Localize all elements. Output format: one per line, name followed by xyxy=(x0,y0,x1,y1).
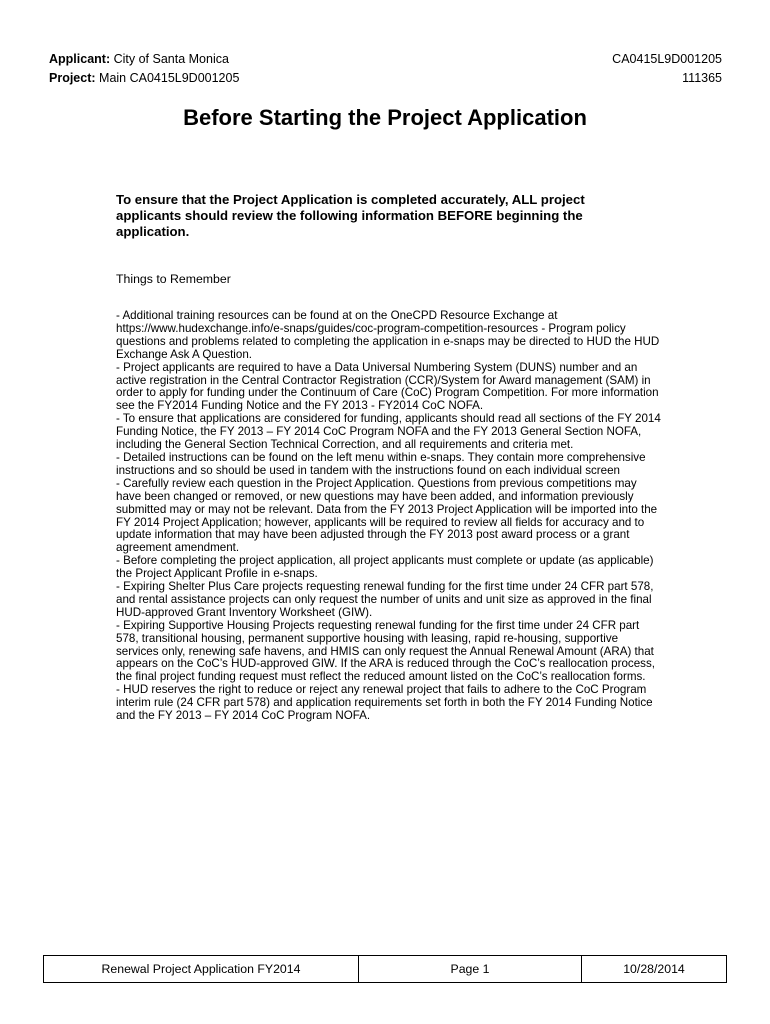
reminder-item: - Additional training resources can be found at on the OneCPD Resource Exchange at https://www.hudexchange.info/e-snaps/guides/coc-program-competition-resources - Program policy questions and problems related to completing the application in e-snaps may be directed to HUD the HUD Exchange Ask A Question. xyxy=(116,309,660,361)
reminder-item: - Before completing the project application, all project applicants must complete or update (as applicable) the Project Applicant Profile in e-snaps. xyxy=(116,554,654,581)
reminder-item: - Expiring Supportive Housing Projects requesting renewal funding for the first time under 24 CFR part 578, transitional housing, permanent supportive housing with leasing, rapid re-housing, supportive services only, renewing safe havens, and HMIS can only request the Annual Renewal Amount (ARA) that appears on the CoC’s HUD-approved GIW. If the ARA is reduced through the CoC’s reallocation process, the final project funding request must reflect the reduced amount listed on the CoC’s reallocation forms. xyxy=(116,618,655,684)
reminder-item: - HUD reserves the right to reduce or reject any renewal project that fails to adhere to the CoC Program interim rule (24 CFR part 578) and application requirements set forth in both the FY 2014 Funding Notice and the FY 2013 – FY 2014 CoC Program NOFA. xyxy=(116,683,653,723)
project-label: Project: xyxy=(49,71,96,85)
project-line xyxy=(49,69,239,88)
page-title: Before Starting the Project Application xyxy=(183,105,587,130)
footer-page-number: Page 1 xyxy=(359,956,582,982)
application-ids xyxy=(612,50,722,88)
applicant-label: Applicant: xyxy=(49,52,111,66)
footer-date: 10/28/2014 xyxy=(623,962,685,976)
reminder-item: - Detailed instructions can be found on the left menu within e-snaps. They contain more comprehensive instructions and so should be used in tandem with the instructions found on each individual screen xyxy=(116,450,646,477)
reminder-item: - To ensure that applications are considered for funding, applicants should read all sections of the FY 2014 Funding Notice, the FY 2013 – FY 2014 CoC Program NOFA and the FY 2013 General Section NOFA, including the General Section Technical Correction, and all requirements and criteria met. xyxy=(116,412,661,452)
applicant-info xyxy=(49,50,239,88)
applicant-value: City of Santa Monica xyxy=(113,52,229,66)
application-id-number: 111365 xyxy=(682,71,722,85)
reminder-item: - Carefully review each question in the Project Application. Questions from previous competitions may have been changed or removed, or new questions may have been added, and information previously submitted may or may not be relevant. Data from the FY 2013 Project Application will be imported into the FY 2014 Project Application; however, applicants will be required to review all fields for accuracy and to update information that may have been adjusted through the FY 2013 post award process or a grant agreement amendment. xyxy=(116,476,658,555)
reminder-item: - Expiring Shelter Plus Care projects requesting renewal funding for the first time under 24 CFR part 578, and rental assistance projects can only request the number of units and unit size as approved in the final HUD-approved Grant Inventory Worksheet (GIW). xyxy=(116,580,654,619)
application-id-code: CA0415L9D001205 xyxy=(612,52,722,66)
applicant-line xyxy=(49,50,239,69)
reminder-item: - Project applicants are required to have a Data Universal Numbering System (DUNS) number and an active registration in the Central Contractor Registration (CCR)/System for Award management (SAM) in order to apply for funding under the Continuum of Care (CoC) Program Competition. For more information see the FY2014 Funding Notice and the FY 2013 - FY2014 CoC NOFA. xyxy=(116,360,659,413)
footer-form-name: Renewal Project Application FY2014 xyxy=(44,956,359,982)
intro-paragraph: To ensure that the Project Application is completed accurately, ALL project applicants should review the following information BEFORE beginning the application. xyxy=(116,192,585,239)
page-footer xyxy=(43,955,727,983)
section-heading: Things to Remember xyxy=(116,272,231,286)
project-value: Main CA0415L9D001205 xyxy=(99,71,240,85)
reminders-list xyxy=(116,310,661,723)
